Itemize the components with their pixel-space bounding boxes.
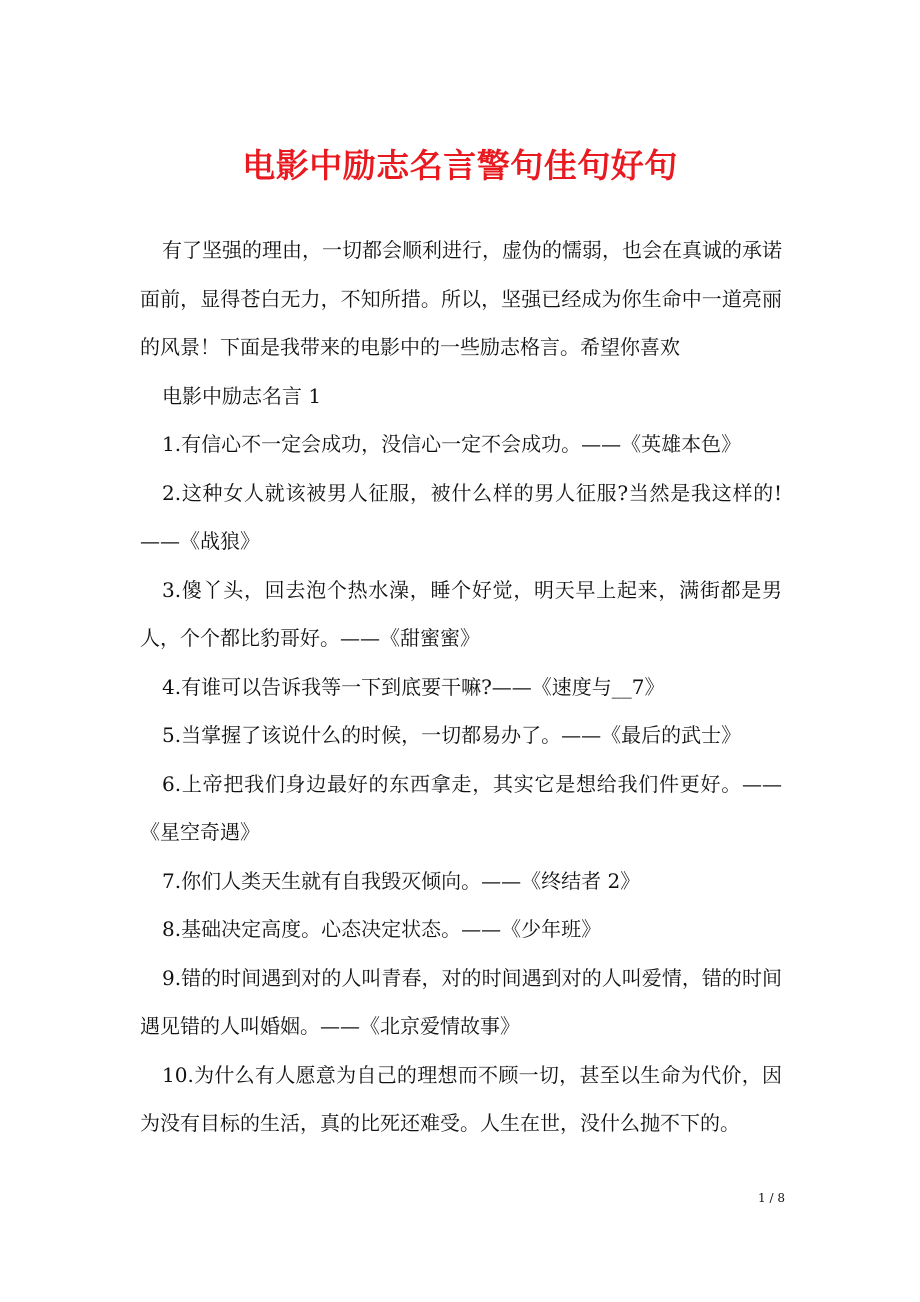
quote-paragraph: 2.这种女人就该被男人征服，被什么样的男人征服?当然是我这样的!——《战狼》 [140,480,782,553]
quote-paragraph: 9.错的时间遇到对的人叫青春，对的时间遇到对的人叫爱情，错的时间遇见错的人叫婚姻。——《北京爱情故事》 [140,965,782,1038]
document-body [140,226,782,1148]
intro-paragraph: 有了坚强的理由，一切都会顺利进行，虚伪的懦弱，也会在真诚的承诺面前，显得苍白无力，不知所措。所以，坚强已经成为你生命中一道亮丽的风景！下面是我带来的电影中的一些励志格言。希望你喜欢 [140,238,782,359]
quote-paragraph: 1.有信心不一定会成功，没信心一定不会成功。——《英雄本色》 [162,432,742,456]
page-number: 1 / 8 [758,1191,785,1205]
section-heading: 电影中励志名言 1 [162,383,322,408]
quote-paragraph: 8.基础决定高度。心态决定状态。——《少年班》 [162,917,602,941]
quote-paragraph: 5.当掌握了该说什么的时候，一切都易办了。——《最后的武士》 [162,723,742,747]
quote-paragraph: 6.上帝把我们身边最好的东西拿走，其实它是想给我们件更好。——《星空奇遇》 [140,771,782,844]
quote-paragraph: 4.有谁可以告诉我等一下到底要干嘛?——《速度与__7》 [162,674,665,699]
quote-paragraph: 7.你们人类天生就有自我毁灭倾向。——《终结者 2》 [162,868,641,893]
quote-paragraph: 10.为什么有人愿意为自己的理想而不顾一切，甚至以生命为代价，因为没有目标的生活，真的比死还难受。人生在世，没什么抛不下的。 [140,1062,782,1135]
document-title: 电影中励志名言警句佳句好句 [242,146,678,185]
quote-paragraph: 3.傻丫头，回去泡个热水澡，睡个好觉，明天早上起来，满街都是男人，个个都比豹哥好。——《甜蜜蜜》 [140,577,782,650]
